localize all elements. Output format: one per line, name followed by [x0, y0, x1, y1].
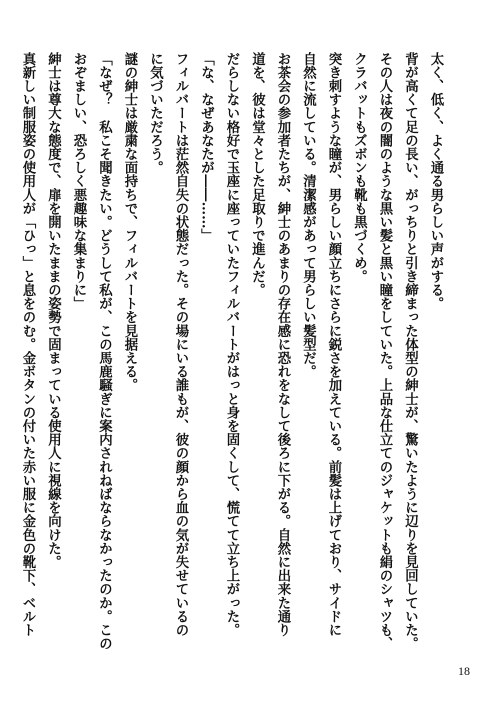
text-line-14: 「なぜ？ 私こそ聞きたい。どうして私が、この馬鹿騒ぎに案内されねばならなかったのか。この: [96, 52, 113, 651]
text-line-2: 背が高くて足の長い、がっちりと引き締まった体型の紳士が、驚いたように辺りを見回していた。: [402, 52, 419, 651]
text-line-4: クラバットもズボンも靴も黒づくめ。: [351, 52, 368, 284]
text-line-1: 太く、低く、よく通る男らしい声がする。: [428, 52, 444, 311]
text-line-16: 紳士は尊大な態度で、扉を開いたままの姿勢で固まっている使用人に視線を向けた。: [45, 52, 62, 569]
page-number: 18: [458, 664, 470, 678]
text-line-5: 突き刺すような瞳が、男らしい顔立ちにさらに鋭さを加えている。前髪は上げており、サイドに: [326, 52, 342, 637]
text-line-11: フィルバートは茫然自失の状態だった。その場にいる誰もが、彼の顔から血の気が失せているの: [173, 52, 189, 637]
vertical-body-text: [15, 52, 449, 651]
text-line-17: 真新しい制服姿の使用人が「ひっ」と息をのむ。金ボタンの付いた赤い服に金色の靴下、ベルト: [20, 52, 36, 637]
text-line-12: に気づいただろう。: [147, 52, 164, 175]
text-line-6: 自然に流している。清潔感があって男らしい髪型だ。: [300, 52, 317, 379]
text-line-13: 謎の紳士は厳粛な面持ちで、フィルバートを見据える。: [122, 52, 138, 392]
text-line-7: お茶会の参加者たちが、紳士のあまりの存在感に恐れをなして後ろに下がる。自然に出来た通り: [275, 52, 291, 637]
text-line-9: だらしない格好で玉座に座っていたフィルバートがはっと身を固くして、慌てて立ち上がった。: [224, 52, 240, 637]
text-line-3: その人は夜の闇のような黒い髪と黒い瞳をしていた。上品な仕立てのジャケットも絹のシャツも、: [377, 52, 393, 651]
text-line-10: 「な、なぜあなたが――……」: [198, 52, 215, 243]
text-line-8: 道を、彼は堂々とした足取りで進んだ。: [249, 52, 266, 297]
text-line-15: おぞましい、恐ろしく悪趣味な集まりに」: [71, 52, 87, 311]
